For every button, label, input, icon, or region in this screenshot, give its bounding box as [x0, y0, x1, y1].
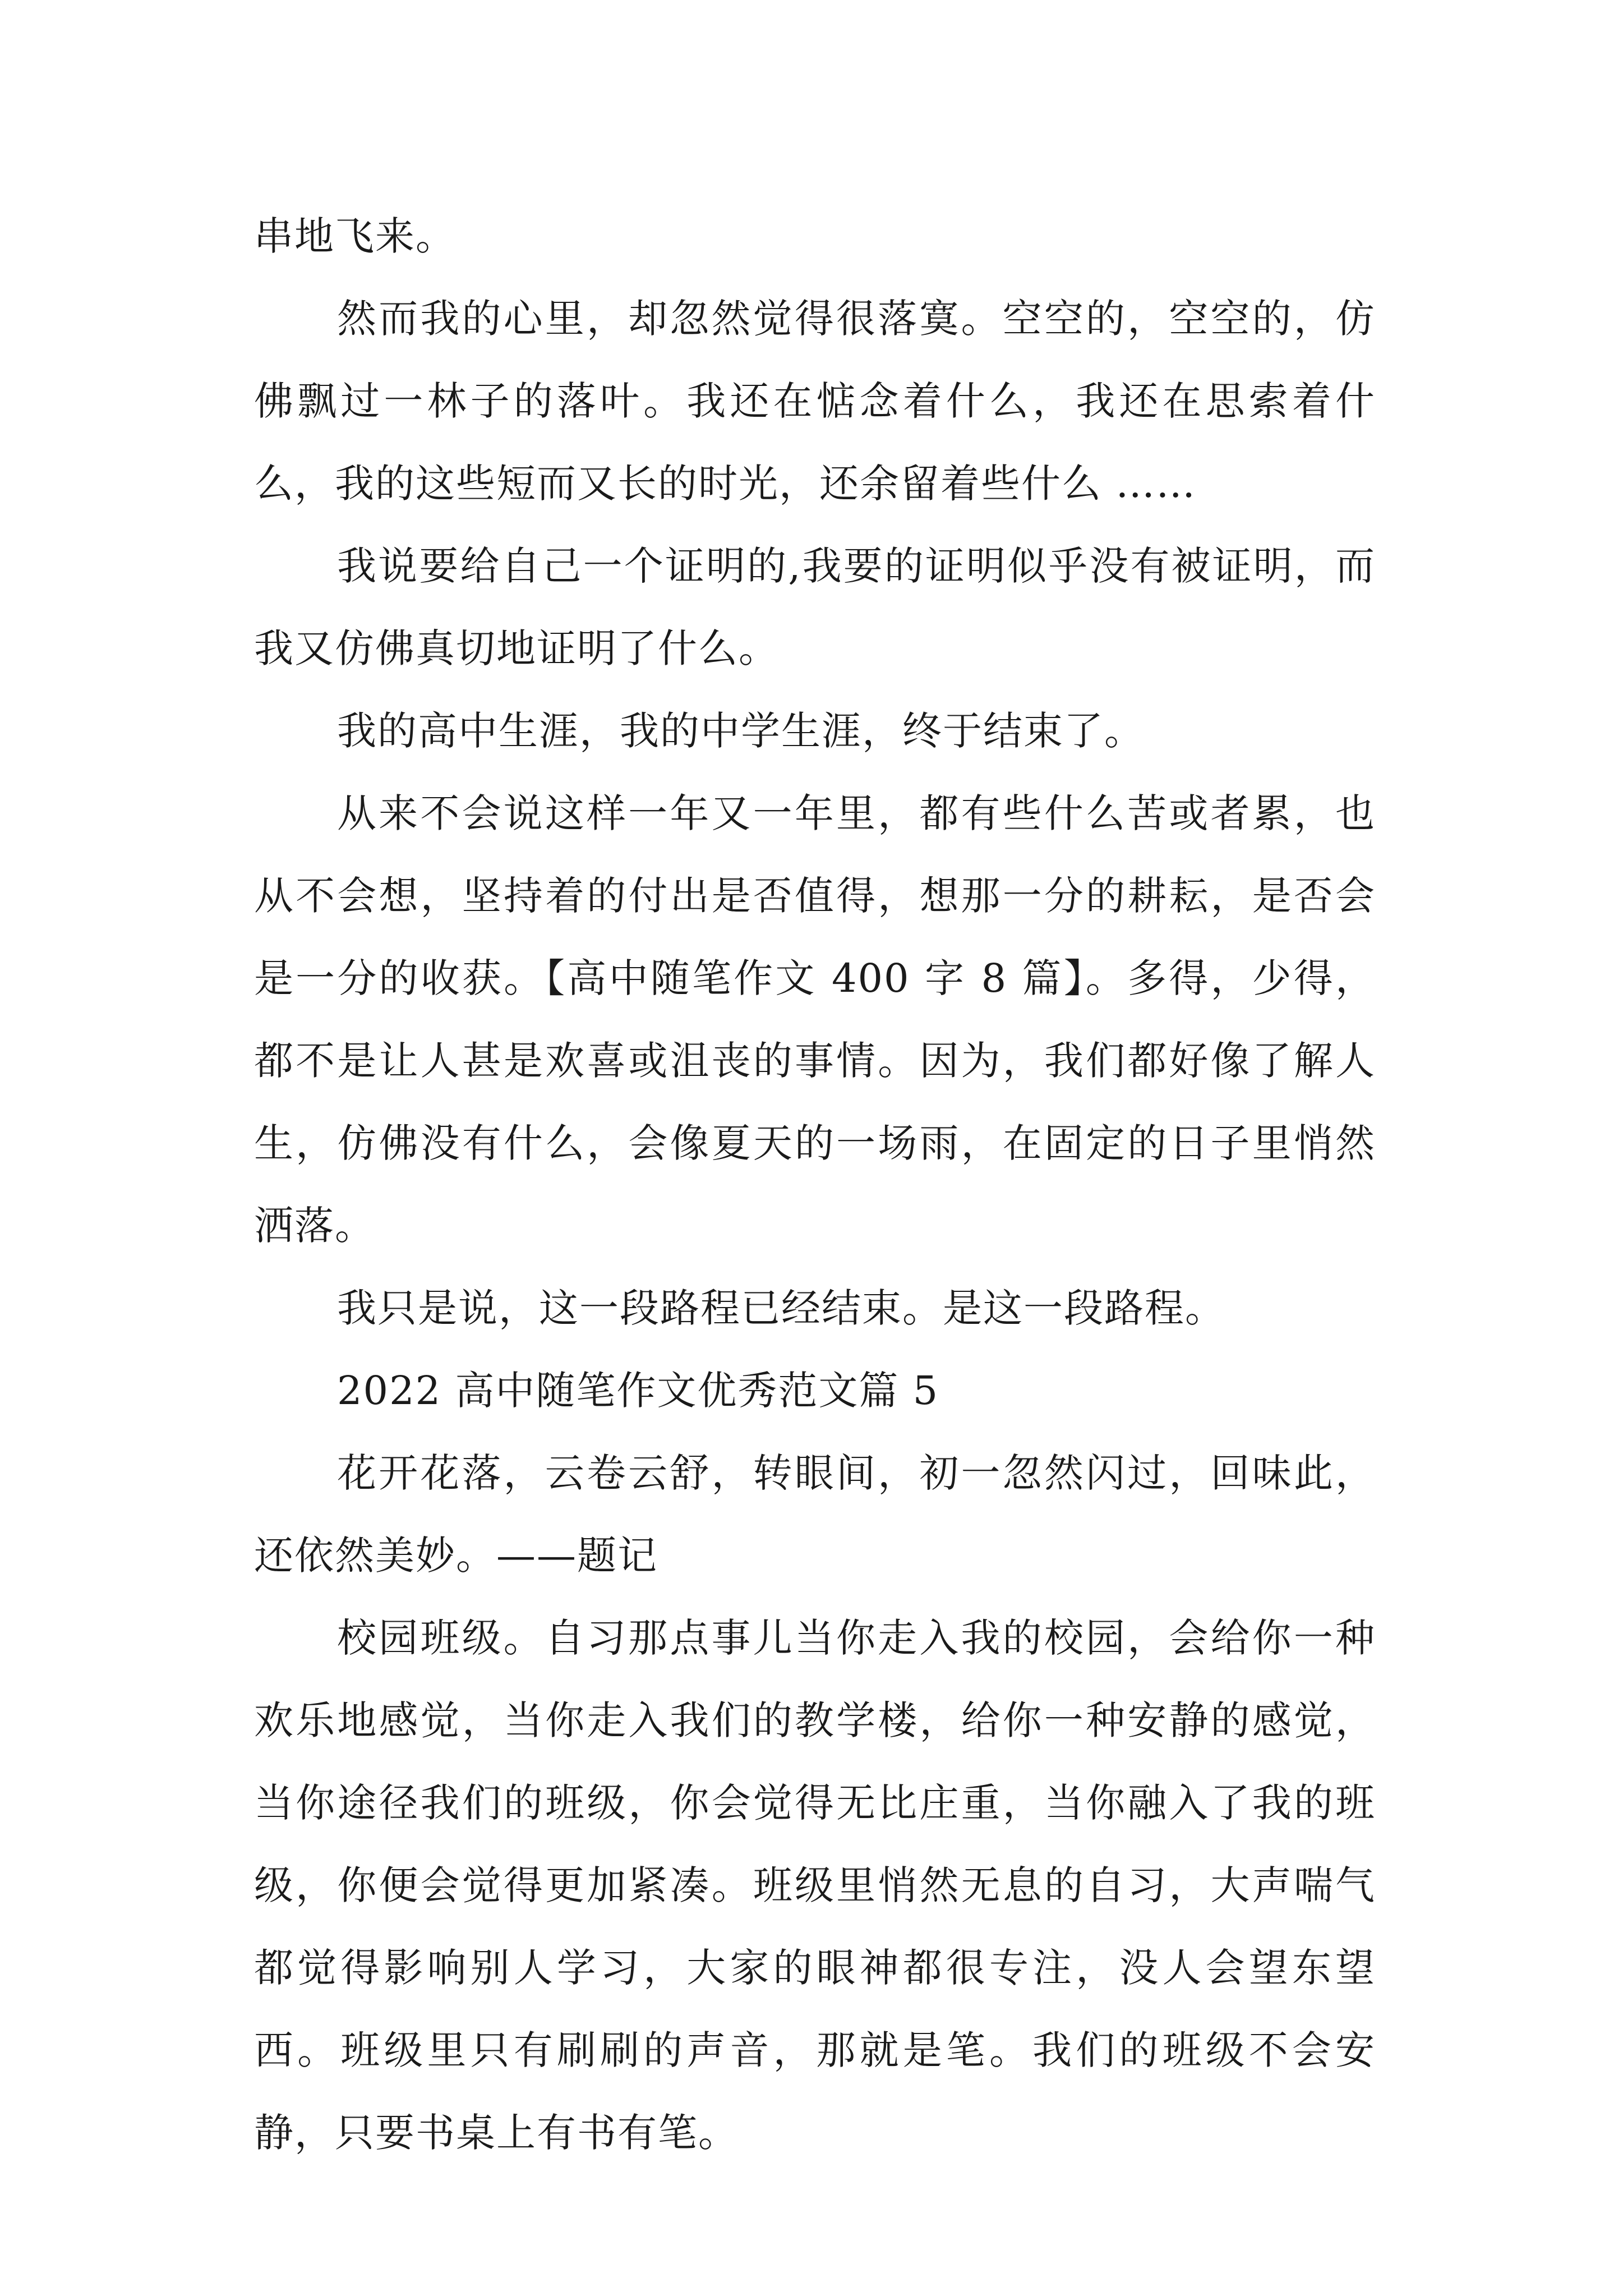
paragraph-ended: 我的高中生涯，我的中学生涯，终于结束了。 — [337, 708, 1145, 754]
paragraph-epigraph: 花开花落，云卷云舒，转眼间，初一忽然闪过，回味此，还依然美妙。——题记 — [254, 1450, 1376, 1579]
paragraph-effort: 从来不会说这样一年又一年里，都有些什么苦或者累，也从不会想，坚持着的付出是否值得，想那一分的耕耘，是否会是一分的收获。【高中随笔作文 400 字 8 篇】。多得，少得，都不是让人甚是欢喜或沮丧的事情。因为，我们都好像了解人生，仿佛没有什么，会像夏天的一场雨，在固定的日子里悄然洒落。 — [254, 790, 1376, 1249]
paragraph-loneliness: 然而我的心里，却忽然觉得很落寞。空空的，空空的，仿佛飘过一林子的落叶。我还在惦念着什么，我还在思索着什么，我的这些短而又长的时光，还余留着些什么 …… — [254, 296, 1376, 507]
paragraph-proof: 我说要给自己一个证明的,我要的证明似乎没有被证明，而我又仿佛真切地证明了什么。 — [254, 543, 1376, 671]
paragraph-classroom: 校园班级。自习那点事儿当你走入我的校园，会给你一种欢乐地感觉，当你走入我们的教学楼，给你一种安静的感觉，当你途径我们的班级，你会觉得无比庄重，当你融入了我的班级，你便会觉得更加紧凑。班级里悄然无息的自习，大声喘气都觉得影响别人学习，大家的眼神都很专注，没人会望东望西。班级里只有刷刷的声音，那就是笔。我们的班级不会安静，只要书桌上有书有笔。 — [254, 1615, 1376, 2156]
essay-heading: 2022 高中随笔作文优秀范文篇 5 — [337, 1368, 939, 1414]
paragraph-road: 我只是说，这一段路程已经结束。是这一段路程。 — [337, 1285, 1225, 1331]
paragraph-continuation: 串地飞来。 — [254, 213, 456, 259]
document-body — [254, 195, 1376, 2174]
